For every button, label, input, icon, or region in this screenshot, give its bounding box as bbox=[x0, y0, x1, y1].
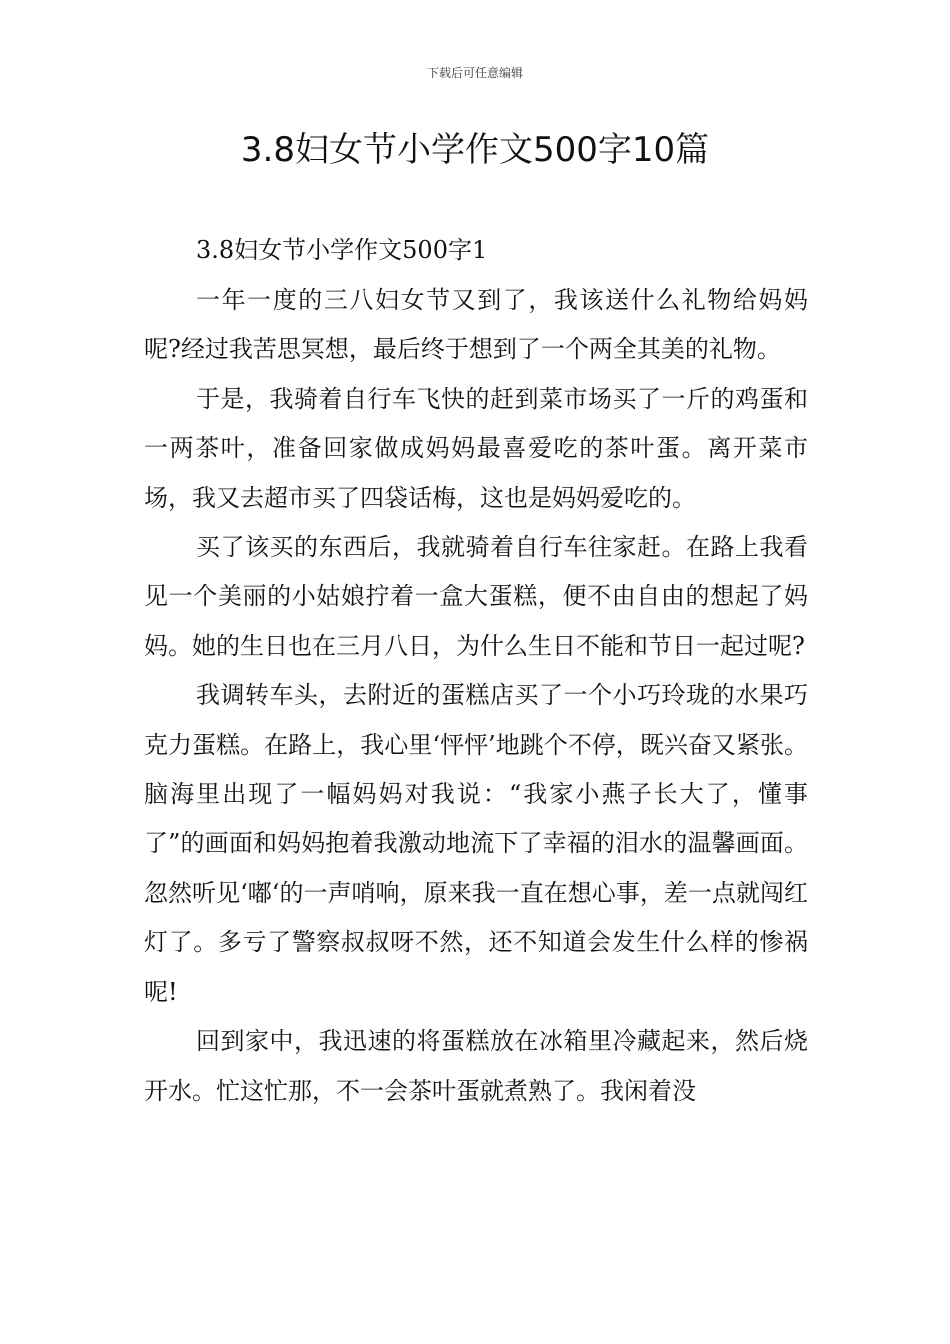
document-title: 3.8妇女节小学作文500字10篇 bbox=[240, 130, 710, 170]
paragraph: 买了该买的东西后，我就骑着自行车往家赶。在路上我看见一个美丽的小姑娘拧着一盒大蛋糕，便不由自由的想起了妈妈。她的生日也在三月八日，为什么生日不能和节日一起过呢? bbox=[144, 533, 808, 660]
page-header-note: 下载后可任意编辑 bbox=[426, 66, 523, 80]
paragraph: 一年一度的三八妇女节又到了，我该送什么礼物给妈妈呢?经过我苦思冥想，最后终于想到了一个两全其美的礼物。 bbox=[144, 286, 808, 364]
paragraph: 于是，我骑着自行车飞快的赶到菜市场买了一斤的鸡蛋和一两茶叶，准备回家做成妈妈最喜爱吃的茶叶蛋。离开菜市场，我又去超市买了四袋话梅，这也是妈妈爱吃的。 bbox=[144, 384, 808, 512]
paragraph: 我调转车头，去附近的蛋糕店买了一个小巧玲珑的水果巧克力蛋糕。在路上，我心里‘怦怦’地跳个不停，既兴奋又紧张。脑海里出现了一幅妈妈对我说：“我家小燕子长大了，懂事了”的画面和妈妈抱着我激动地流下了幸福的泪水的温馨画面。忽然听见‘嘟‘的一声哨响，原来我一直在想心事，差一点就闯红灯了。多亏了警察叔叔呀不然，还不知道会发生什么样的惨祸呢! bbox=[144, 681, 808, 1006]
paragraph: 回到家中，我迅速的将蛋糕放在冰箱里冷藏起来，然后烧开水。忙这忙那，不一会茶叶蛋就煮熟了。我闲着没 bbox=[144, 1027, 808, 1105]
essay-body bbox=[144, 276, 808, 1116]
essay-subheading: 3.8妇女节小学作文500字1 bbox=[196, 236, 488, 264]
